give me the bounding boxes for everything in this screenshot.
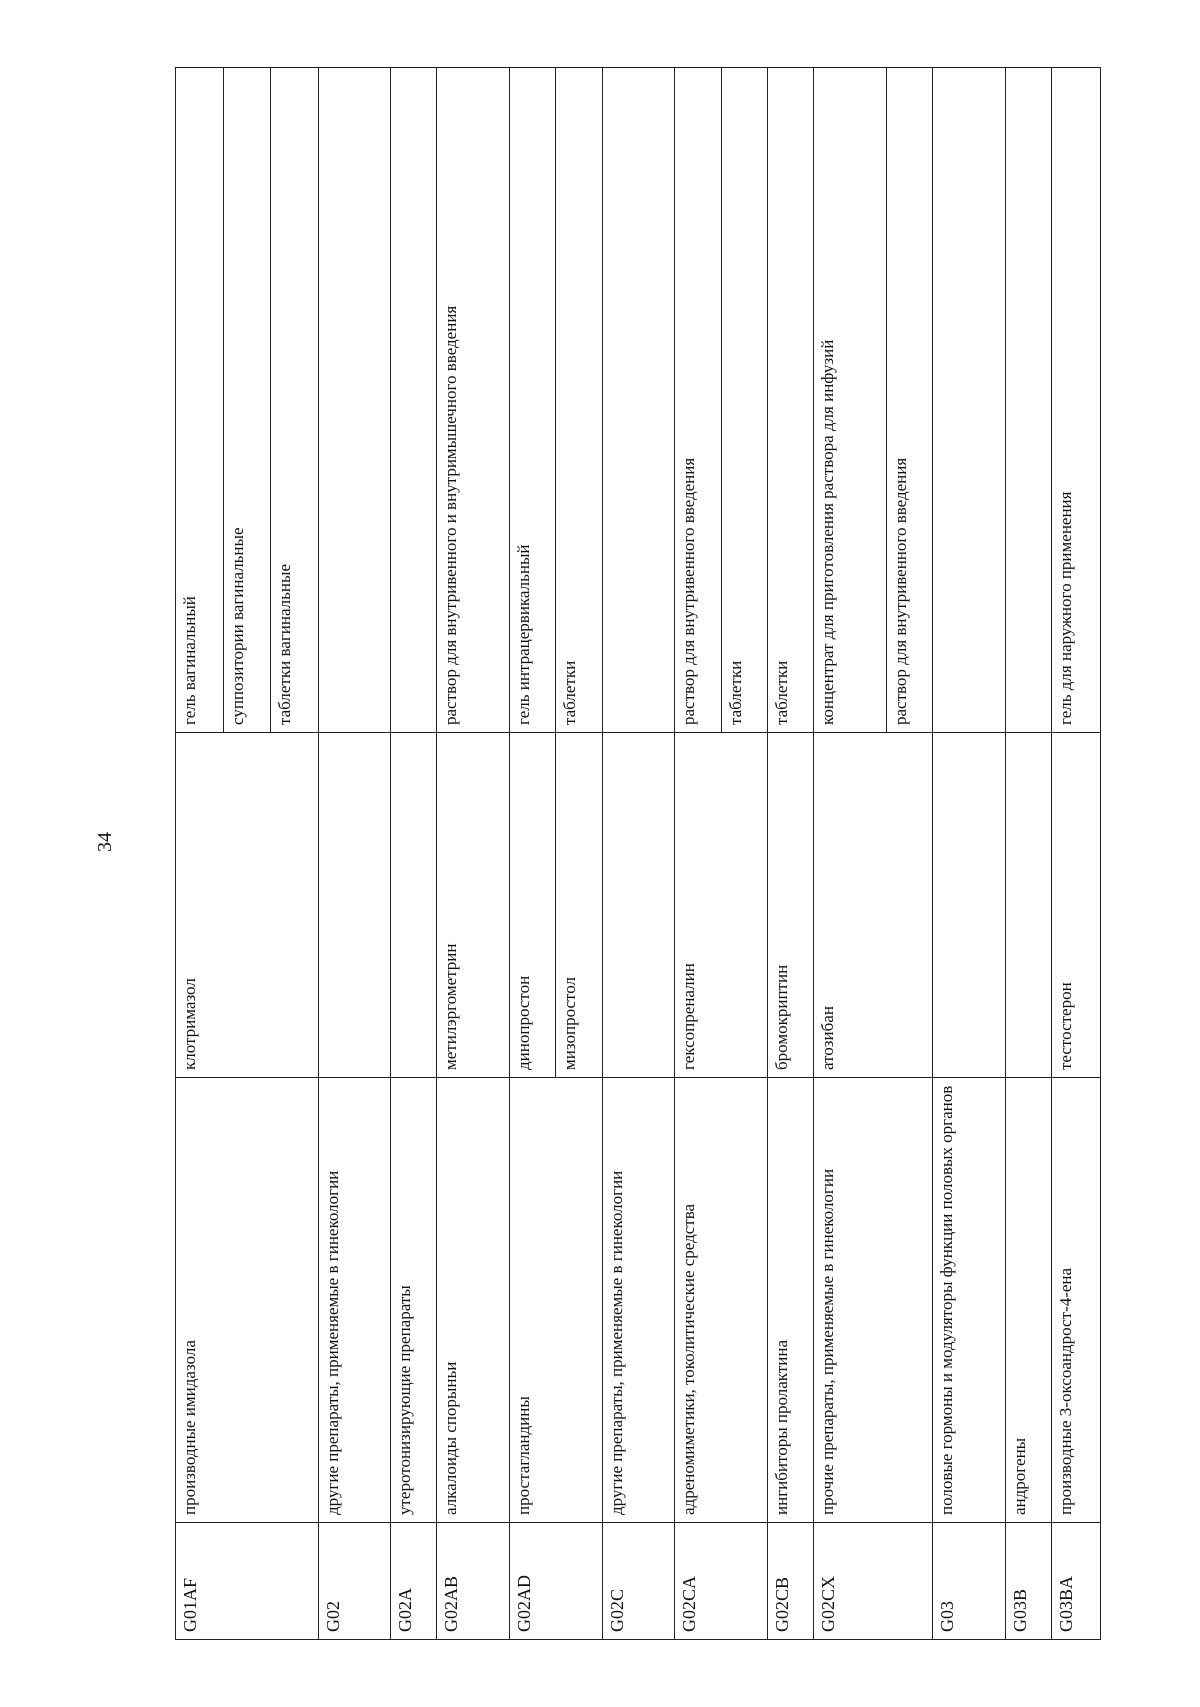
table-row	[675, 68, 721, 1640]
dosage-form-cell: таблетки	[721, 68, 767, 733]
dosage-form-cell: таблетки	[556, 68, 602, 733]
table-row	[814, 68, 886, 1640]
dosage-form-cell: таблетки вагинальные	[271, 68, 319, 733]
substance-cell: тестостерон	[1052, 733, 1101, 1078]
atc-code-cell: G02AB	[437, 1523, 509, 1640]
group-name-cell: другие препараты, применяемые в гинекологии	[602, 1078, 674, 1523]
group-name-cell: алкалоиды спорыньи	[437, 1078, 509, 1523]
table-row	[509, 68, 555, 1640]
substance-cell	[318, 733, 390, 1078]
dosage-form-cell: раствор для внутривенного введения	[886, 68, 932, 733]
dosage-form-cell: суппозитории вагинальные	[223, 68, 271, 733]
atc-code-cell: G02CA	[675, 1523, 768, 1640]
substance-cell: клотримазол	[176, 733, 319, 1078]
dosage-form-cell: гель вагинальный	[176, 68, 224, 733]
table-row	[318, 68, 390, 1640]
group-name-cell: андрогены	[1005, 1078, 1051, 1523]
atc-code-cell: G02CX	[814, 1523, 933, 1640]
group-name-cell: простагландины	[509, 1078, 602, 1523]
atc-code-cell: G02	[318, 1523, 390, 1640]
substance-cell	[602, 733, 674, 1078]
dosage-form-cell	[318, 68, 390, 733]
table-row	[437, 68, 509, 1640]
table-row	[176, 68, 224, 1640]
dosage-form-cell	[933, 68, 1005, 733]
dosage-form-cell	[1005, 68, 1051, 733]
atc-code-cell: G02C	[602, 1523, 674, 1640]
group-name-cell: ингибиторы пролактина	[768, 1078, 814, 1523]
table-row	[1005, 68, 1051, 1640]
substance-cell: метилэргометрин	[437, 733, 509, 1078]
group-name-cell: другие препараты, применяемые в гинекологии	[318, 1078, 390, 1523]
dosage-form-cell: гель интрацервикальный	[509, 68, 555, 733]
table-row	[602, 68, 674, 1640]
group-name-cell: производные 3-оксоандрост-4-ена	[1052, 1078, 1101, 1523]
page-number: 34	[94, 832, 116, 852]
atc-code-cell: G02CB	[768, 1523, 814, 1640]
dosage-form-cell: гель для наружного применения	[1052, 68, 1101, 733]
substance-cell: динопростон	[509, 733, 555, 1078]
table-row	[933, 68, 1005, 1640]
substance-cell: атозибан	[814, 733, 933, 1078]
atc-code-cell: G03BA	[1052, 1523, 1101, 1640]
atc-code-cell: G02AD	[509, 1523, 602, 1640]
group-name-cell: утеротонизирующие препараты	[390, 1078, 436, 1523]
substance-cell: мизопростол	[556, 733, 602, 1078]
table-row	[390, 68, 436, 1640]
substance-cell: гексопреналин	[675, 733, 768, 1078]
atc-code-cell: G03	[933, 1523, 1005, 1640]
atc-code-cell: G01AF	[176, 1523, 319, 1640]
atc-code-cell: G02A	[390, 1523, 436, 1640]
dosage-form-cell: раствор для внутривенного введения	[675, 68, 721, 733]
substance-cell	[1005, 733, 1051, 1078]
dosage-form-cell: таблетки	[768, 68, 814, 733]
drug-classification-table	[175, 68, 1101, 1640]
group-name-cell: прочие препараты, применяемые в гинекологии	[814, 1078, 933, 1523]
group-name-cell: адреномиметики, токолитические средства	[675, 1078, 768, 1523]
substance-cell	[933, 733, 1005, 1078]
table-row	[768, 68, 814, 1640]
substance-cell: бромокриптин	[768, 733, 814, 1078]
dosage-form-cell: раствор для внутривенного и внутримышечного введения	[437, 68, 509, 733]
dosage-form-cell	[390, 68, 436, 733]
group-name-cell: половые гормоны и модуляторы функции половых органов	[933, 1078, 1005, 1523]
group-name-cell: производные имидазола	[176, 1078, 319, 1523]
dosage-form-cell	[602, 68, 674, 733]
atc-code-cell: G03B	[1005, 1523, 1051, 1640]
substance-cell	[390, 733, 436, 1078]
table-row	[1052, 68, 1101, 1640]
dosage-form-cell: концентрат для приготовления раствора для инфузий	[814, 68, 886, 733]
